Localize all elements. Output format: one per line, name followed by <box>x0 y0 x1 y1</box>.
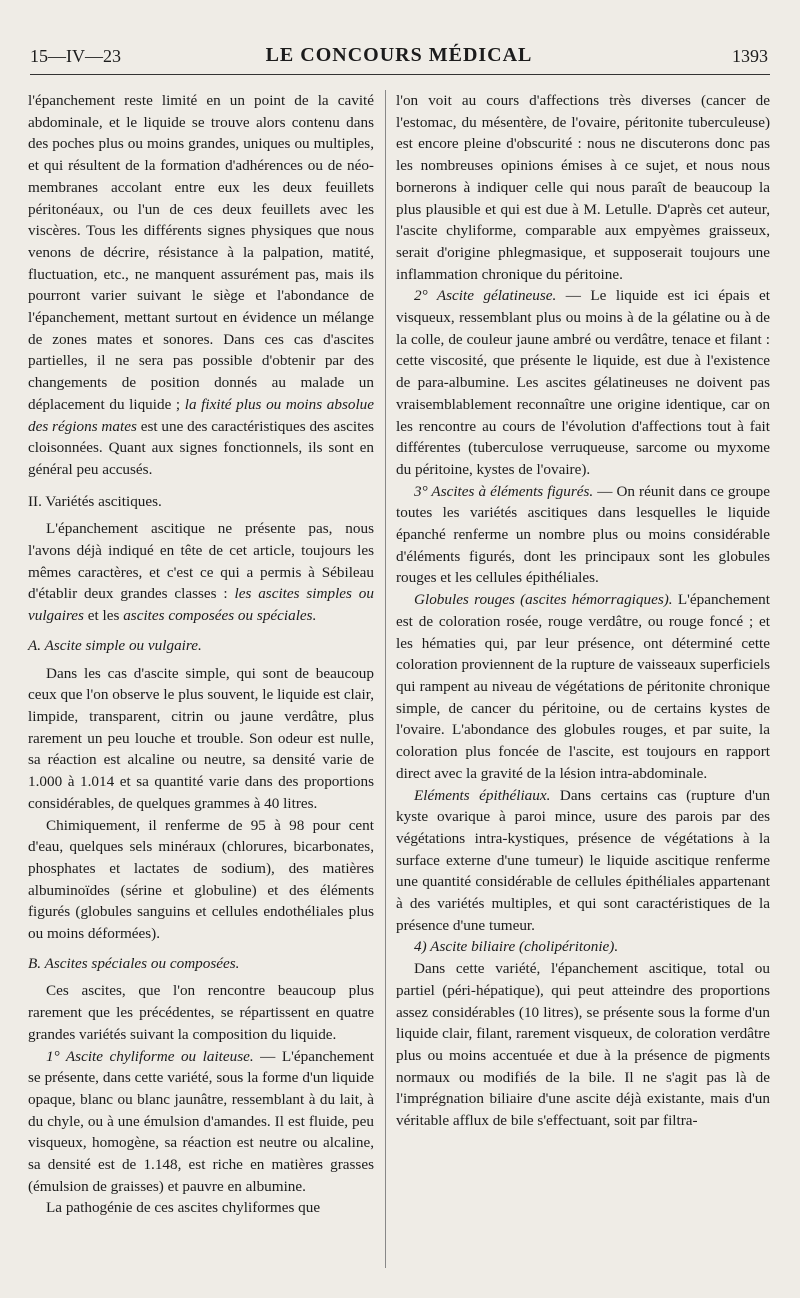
journal-title: LE CONCOURS MÉDICAL <box>265 44 533 66</box>
section-heading-b: B. Ascites spéciales ou composées. <box>28 954 240 972</box>
paragraph: l'on voit au cours d'affections très diverses (cancer de l'estomac, du mésentère, de l'ovaire, péritonite tuberculeuse) est encore pleine d'obscurité : nous ne discuterons donc pas les nombreuses opinions émises à ce sujet, et nous nous bornerons à indiquer celle qui nous paraît de beaucoup la plus plausible et qui est due à M. Letulle. D'après cet auteur, l'ascite chyliforme, comparable aux empyèmes graisseux, serait d'origine phlegmasique, et supposerait toujours une inflammation chronique du péritoine. <box>396 92 770 283</box>
section-heading-a: A. Ascite simple ou vulgaire. <box>28 636 202 654</box>
paragraph: 2° Ascite gélatineuse. — Le liquide est ici épais et visqueux, ressemblant plus ou moins à de la gélatine ou à de la colle, de couleur jaune ambré ou verdâtre, tenace et filant : cette viscosité, que présente le liquide, est due à l'existence de para-albumine. Les ascites gélatineuses ne doivent pas vraisemblablement reconnaître une origine identique, car on les rencontre au cours de l'évolution d'affections tout à fait différentes (tuberculose verruqueuse, sarcome ou myxome du péritoine, kystes de l'ovaire). <box>396 287 770 478</box>
section-heading-varietes: II. Variétés ascitiques. <box>28 492 162 510</box>
paragraph: L'épanchement ascitique ne présente pas, nous l'avons déjà indiqué en tête de cet article, toujours les mêmes caractères, et c'est ce qui a permis à Sébileau d'établir deux grandes classes : les ascites simples ou vulgaires et les ascites composées ou spéciales. <box>28 520 374 625</box>
paragraph: La pathogénie de ces ascites chyliformes que <box>46 1199 321 1217</box>
paragraph: Eléments épithéliaux. Dans certains cas (rupture d'un kyste ovarique à paroi mince, usure des parois par des végétations intra-kystiques, présence de végétations à la surface externe d'une tumeur) le liquide ascitique renferme une quantité considérable de cellules épithéliales appartenant à des variétés multiples, et qui sont caractéristiques de la présence d'une tumeur. <box>396 786 771 934</box>
right-column <box>396 90 770 1132</box>
paragraph: l'épanchement reste limité en un point de la cavité abdominale, et le liquide se trouve alors contenu dans des poches plus ou moins grandes, uniques ou multiples, et qui résultent de la formation d'adhérences ou de néo-membranes accolant entre eux les deux feuillets péritonéaux, ou l'un de ces deux feuillets avec les viscères. Tous les différents signes physiques que nous venons de décrire, résistance à la palpation, matité, fluctuation, etc., ne manquent assurément pas, mais ils pourront varier suivant le siège et l'abondance de l'épanchement, mettant surtout en évidence un mélange de zones mates et sonores. Dans ces cas d'ascites partielles, il ne sera pas possible d'obtenir par des changements de position donnés au malade un déplacement du liquide ; la fixité plus ou moins absolue des régions mates est une des caractéristiques des ascites cloisonnées. Quant aux signes fonctionnels, ils sont en général peu accusés. <box>28 92 375 478</box>
header-rule <box>30 74 770 75</box>
left-column <box>28 90 374 1219</box>
paragraph: Globules rouges (ascites hémorragiques). L'épanchement est de coloration rosée, rouge verdâtre, ou rouge foncé ; et les hématies qui, par leur présence, ont déterminé cette coloration proviennent de la rupture de vaisseaux superficiels qui rampent au niveau de végétations de péritonite chronique simple, de cancer du péritoine, ou de certains kystes de l'ovaire. L'abondance des globules rouges, et par suite, la coloration plus foncée de l'ascite, est toujours en rapport direct avec la gravité de la lésion intra-abdominale. <box>396 591 770 782</box>
paragraph: Dans les cas d'ascite simple, qui sont de beaucoup ceux que l'on observe le plus souvent, le liquide est clair, limpide, transparent, citrin ou jaune verdâtre, plus rarement un peu louche et trouble. Son odeur est nulle, sa réaction est alcaline ou neutre, sa densité varie de 1.000 à 1.014 et sa quantité varie dans des proportions considérables, de quelques grammes à 40 litres. <box>28 664 374 812</box>
paragraph: 1° Ascite chyliforme ou laiteuse. — L'épanchement se présente, dans cette variété, sous la forme d'un liquide opaque, blanc ou blanc jaunâtre, ressemblant à du lait, à du chyle, ou à une émulsion d'amandes. Il est fluide, peu visqueux, homogène, sa réaction est neutre ou alcaline, sa densité est de 1.148, est riche en matières grasses (émulsion de graisses) et pauvre en albumine. <box>28 1047 374 1195</box>
page-number: 1393 <box>732 46 768 66</box>
paragraph: Chimiquement, il renferme de 95 à 98 pour cent d'eau, quelques sels minéraux (chlorures, bicarbonates, phosphates et lactates de sodium), des matières albuminoïdes (sérine et globuline) et des éléments figurés (globules sanguins et cellules endothéliales plus ou moins déformées). <box>28 816 374 943</box>
page-header <box>30 44 768 74</box>
paragraph: Ces ascites, que l'on rencontre beaucoup plus rarement que les précédentes, se répartissent en quatre grandes variétés suivant la composition du liquide. <box>28 982 374 1043</box>
section-heading-4: 4) Ascite biliaire (cholipéritonie). <box>414 938 619 956</box>
paragraph: Dans cette variété, l'épanchement ascitique, total ou partiel (péri-hépatique), qui peut atteindre des proportions assez considérables (10 litres), se présente sous la forme d'un liquide clair, filant, rarement visqueux, de coloration verdâtre plus ou moins accentuée et due à la présence de pigments normaux ou modifiés de la bile. Il ne s'agit pas là de l'imprégnation biliaire d'une ascite déjà existante, mais d'un véritable afflux de bile s'effectuant, soit par filtra- <box>396 960 770 1130</box>
paragraph: 3° Ascites à éléments figurés. — On réunit dans ce groupe toutes les variétés ascitiques dans lesquelles le liquide épanché renferme un nombre plus ou moins considérable d'éléments figurés, dont les principaux sont les globules rouges et les cellules épithéliales. <box>396 482 771 587</box>
issue-date: 15—IV—23 <box>30 46 121 66</box>
column-divider <box>385 90 386 1268</box>
